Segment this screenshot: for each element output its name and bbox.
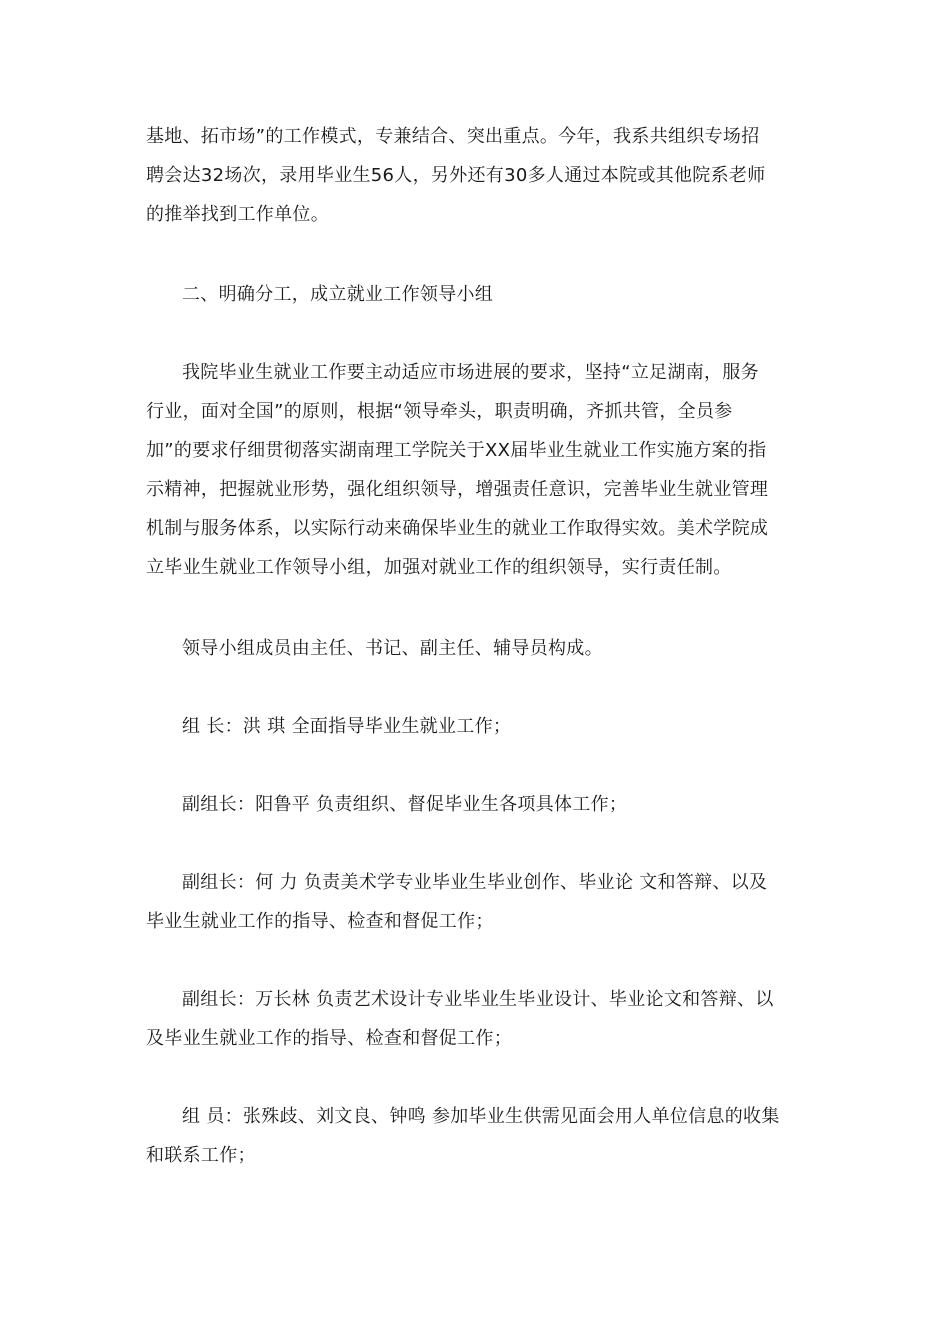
- text-line: 二、明确分工，成立就业工作领导小组: [182, 284, 494, 305]
- text-line: 毕业生就业工作的指导、检查和督促工作；: [146, 911, 494, 932]
- paragraph-group-members: [146, 1097, 810, 1175]
- text-line: 副组长：何 力 负责美术学专业毕业生毕业创作、毕业论 文和答辩、以及: [182, 872, 768, 893]
- text-line: 立毕业生就业工作领导小组，加强对就业工作的组织领导，实行责任制。: [146, 557, 732, 578]
- text-line: 我院毕业生就业工作要主动适应市场进展的要求，坚持“立足湖南，服务: [182, 362, 759, 383]
- paragraph-group-leader: [146, 707, 810, 746]
- section-heading: [146, 275, 810, 314]
- text-line: 副组长：万长林 负责艺术设计专业毕业生毕业设计、毕业论文和答辩、以: [182, 989, 774, 1010]
- text-line: 聘会达32场次，录用毕业生56人，另外还有30多人通过本院或其他院系老师: [146, 165, 766, 186]
- text-line: 的推举找到工作单位。: [146, 204, 329, 225]
- text-line: 行业，面对全国”的原则，根据“领导牵头，职责明确，齐抓共管，全员参: [146, 401, 733, 422]
- text-line: 基地、拓市场”的工作模式，专兼结合、突出重点。今年，我系共组织专场招: [146, 126, 760, 147]
- text-line: 示精神，把握就业形势，强化组织领导，增强责任意识，完善毕业生就业管理: [146, 479, 769, 500]
- paragraph-employment-results: [146, 117, 810, 234]
- text-line: 组 员：张殊歧、刘文良、钟鸣 参加毕业生供需见面会用人单位信息的收集: [182, 1106, 780, 1127]
- paragraph-deputy-leader-3: [146, 980, 810, 1058]
- text-line: 和联系工作；: [146, 1145, 256, 1166]
- paragraph-members-composition: [146, 629, 810, 668]
- text-line: 副组长：阳鲁平 负责组织、督促毕业生各项具体工作；: [182, 794, 628, 815]
- text-line: 组 长：洪 琪 全面指导毕业生就业工作；: [182, 716, 512, 737]
- paragraph-deputy-leader-1: [146, 785, 810, 824]
- paragraph-deputy-leader-2: [146, 863, 810, 941]
- text-line: 领导小组成员由主任、书记、副主任、辅导员构成。: [182, 638, 603, 659]
- paragraph-leadership-group: [146, 353, 810, 587]
- text-line: 及毕业生就业工作的指导、检查和督促工作；: [146, 1028, 512, 1049]
- text-line: 机制与服务体系，以实际行动来确保毕业生的就业工作取得实效。美术学院成: [146, 518, 769, 539]
- text-line: 加”的要求仔细贯彻落实湖南理工学院关于XX届毕业生就业工作实施方案的指: [146, 440, 767, 461]
